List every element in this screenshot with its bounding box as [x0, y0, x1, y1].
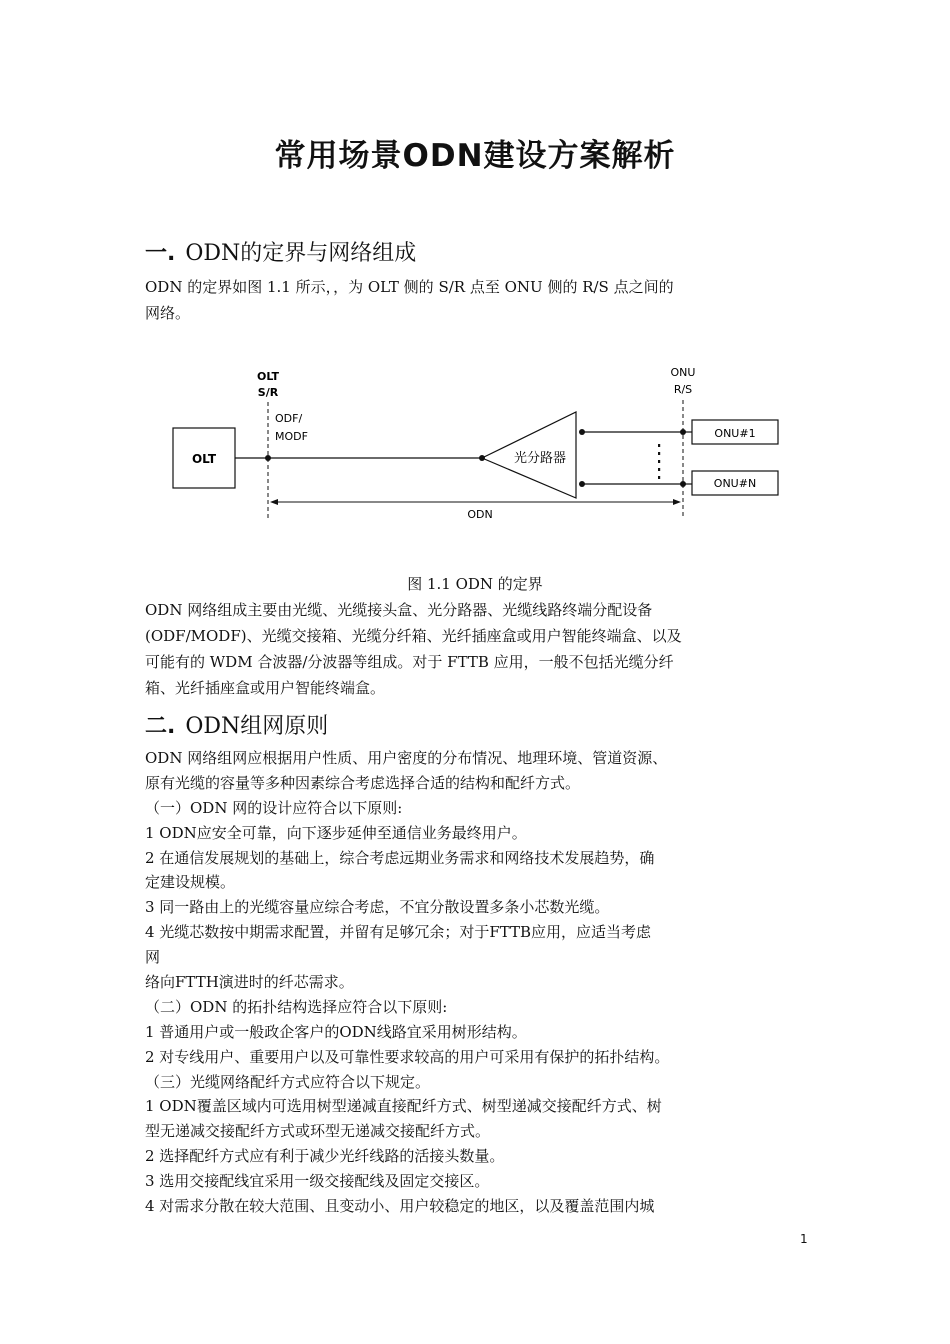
- sr-point-dot: [265, 455, 271, 461]
- text-line: 1 ODN应安全可靠，向下逐步延伸至通信业务最终用户。: [145, 823, 527, 842]
- document-title: 常用场景ODN建设方案解析: [274, 138, 676, 174]
- odn-arrow-right: [673, 499, 681, 505]
- text-line: （二）ODN 的拓扑结构选择应符合以下原则:: [145, 997, 448, 1016]
- paragraph-odn-principles: [145, 746, 815, 1219]
- odn-arrow-left: [270, 499, 278, 505]
- text-line: (ODF/MODF)、光缆交接箱、光缆分纤箱、光纤插座盒或用户智能终端盒、以及: [145, 627, 682, 645]
- odn-boundary-diagram: [160, 360, 800, 540]
- text-line: 3 同一路由上的光缆容量应综合考虑，不宜分散设置多条小芯数光缆。: [145, 898, 610, 917]
- section-number: 一.: [145, 241, 176, 266]
- text-line: （三）光缆网络配纤方式应符合以下规定。: [145, 1072, 431, 1091]
- text-line: 1 ODN覆盖区域内可选用树型递减直接配纤方式、树型递减交接配纤方式、树: [145, 1097, 662, 1116]
- onu1-label: ONU#1: [714, 427, 756, 440]
- text-line: 2 选择配纤方式应有利于减少光纤线路的活接头数量。: [145, 1147, 505, 1166]
- page-number: 1: [800, 1232, 808, 1246]
- text-line: （一）ODN 网的设计应符合以下原则:: [145, 798, 403, 817]
- paragraph-odn-composition: [145, 597, 815, 701]
- text-line: 网络。: [145, 304, 191, 322]
- branch-ellipsis: [658, 444, 660, 479]
- text-line: 2 在通信发展规划的基础上，综合考虑远期业务需求和网络技术发展趋势，确: [145, 848, 655, 867]
- odn-span-label: ODN: [467, 508, 493, 521]
- text-line: 网: [145, 948, 161, 967]
- text-line: 箱、光纤插座盒或用户智能终端盒。: [145, 679, 386, 697]
- section-title: ODN组网原则: [185, 714, 329, 739]
- branch-dot-1: [579, 429, 585, 435]
- text-line: 原有光缆的容量等多种因素综合考虑选择合适的结构和配纤方式。: [145, 773, 581, 792]
- olt-box-label: OLT: [191, 452, 217, 466]
- sr-point-label: S/R: [257, 386, 279, 399]
- text-line: 型无递减交接配纤方式或环型无递减交接配纤方式。: [145, 1122, 491, 1141]
- text-line: 4 光缆芯数按中期需求配置，并留有足够冗余；对于FTTB应用，应适当考虑: [145, 923, 652, 942]
- text-line: 络向FTTH演进时的纤芯需求。: [145, 973, 354, 992]
- paragraph-odn-boundary: [145, 274, 815, 326]
- section-heading-2: [145, 709, 328, 740]
- text-line: 可能有的 WDM 合波器/分波器等组成。对于 FTTB 应用，一般不包括光缆分纤: [145, 653, 674, 671]
- rs-point-label: R/S: [673, 383, 693, 396]
- splitter-label: 光分路器: [513, 451, 567, 466]
- figure-caption: 图 1.1 ODN 的定界: [407, 575, 543, 593]
- onu-point-label: ONU: [670, 366, 696, 379]
- odf-label-line1: ODF/: [275, 412, 303, 425]
- text-line: 1 普通用户或一般政企客户的ODN线路宜采用树形结构。: [145, 1022, 527, 1041]
- text-line: 4 对需求分散在较大范围、且变动小、用户较稳定的地区，以及覆盖范围内城: [145, 1197, 655, 1216]
- text-line: 3 选用交接配线宜采用一级交接配线及固定交接区。: [145, 1172, 490, 1191]
- branch-dot-n: [579, 481, 585, 487]
- onun-label: ONU#N: [713, 477, 757, 490]
- text-line: ODN 的定界如图 1.1 所示，，为 OLT 侧的 S/R 点至 ONU 侧的 R/S 点之间的: [145, 278, 674, 296]
- section-heading-1: [145, 236, 416, 267]
- section-number: 二.: [145, 714, 176, 739]
- text-line: 2 对专线用户、重要用户以及可靠性要求较高的用户可采用有保护的拓扑结构。: [145, 1047, 670, 1066]
- text-line: ODN 网络组成主要由光缆、光缆接头盒、光分路器、光缆线路终端分配设备: [145, 601, 653, 619]
- section-title: ODN的定界与网络组成: [185, 241, 417, 266]
- text-line: ODN 网络组网应根据用户性质、用户密度的分布情况、地理环境、管道资源、: [145, 749, 668, 767]
- olt-point-label: OLT: [256, 370, 280, 383]
- odf-label-line2: MODF: [275, 430, 308, 443]
- text-line: 定建设规模。: [145, 873, 236, 892]
